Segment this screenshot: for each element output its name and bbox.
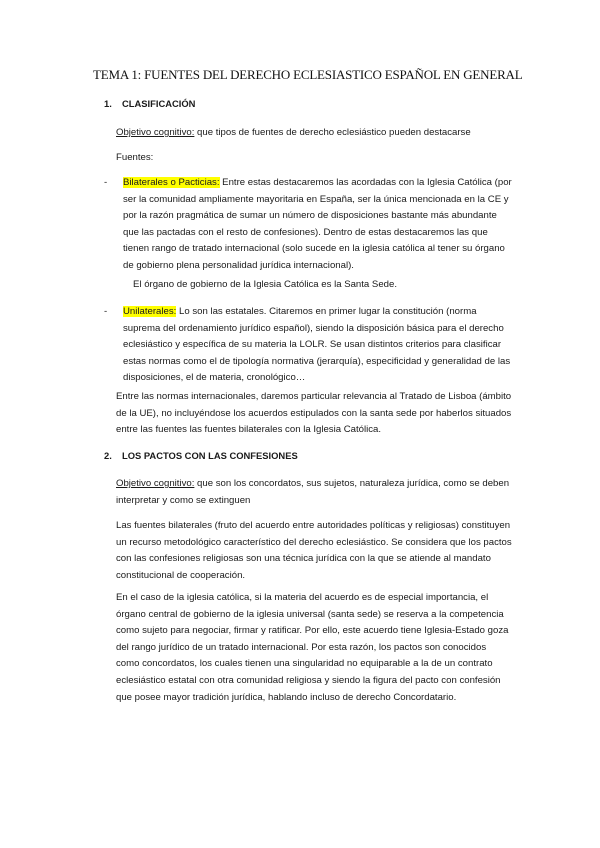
- section-2-objective: [116, 476, 512, 509]
- objective-text: que son los concordatos, sus sujetos, naturaleza jurídica, como se deben interpretar y como se extinguen: [116, 478, 510, 506]
- section-2-title: LOS PACTOS CON LAS CONFESIONES: [122, 450, 298, 461]
- bullet-unilaterales-text: Lo son las estatales. Citaremos en primer lugar la constitución (norma suprema del ordenamiento jurídico español), siendo la disposición básica para el derecho eclesiástico y específica de su materia la LOLR. Se usan distintos criterios para clasificar estas normas como el de tipología normativa (jerarquía), especificidad y generalidad de las disposiciones, el de materia, cronológico…: [123, 306, 511, 384]
- bullet-bilaterales-text: Entre estas destacaremos las acordadas con la Iglesia Católica (por ser la comunidad ampliamente mayoritaria en España, ser la única mencionada en la CE y por la razón pragmática de sumar un número de disposiciones bastante más abundante que las pactadas con el resto de confesiones). Dentro de estas destacaremos las que tienen rango de tratado internacional (solo sucede en la iglesia católica al tener su órgano de gobierno plena personalidad jurídica internacional).: [123, 177, 512, 271]
- section-1-heading: [104, 97, 195, 111]
- section-1-objective: [116, 125, 508, 142]
- bullet-unilaterales: [123, 304, 515, 387]
- objective-label: Objetivo cognitivo:: [116, 127, 195, 138]
- section-2-paragraph-1: Las fuentes bilaterales (fruto del acuerdo entre autoridades políticas y religiosas) constituyen un recurso metodológico característico del derecho eclesiástico. Se considera que los pactos con las confesiones religiosas son una técnica jurídica con la que se atiende al mandato constitucional de cooperación.: [116, 520, 512, 581]
- section-2-number: 2.: [104, 450, 112, 461]
- section-2-heading: [104, 449, 298, 463]
- section-1-closing: Entre las normas internacionales, daremos particular relevancia al Tratado de Lisboa (ámbito de la UE), no incluyéndose los acuerdos estipulados con la santa sede por haberlos situados entre las fuentes las fuentes bilaterales con la Iglesia Católica.: [116, 391, 512, 436]
- document-title: TEMA 1: FUENTES DEL DERECHO ECLESIASTICO ESPAÑOL EN GENERAL: [93, 67, 523, 82]
- highlight-bilaterales: Bilaterales o Pacticias:: [123, 177, 220, 188]
- bullet-dash: -: [104, 177, 108, 188]
- objective-text: que tipos de fuentes de derecho eclesiástico pueden destacarse: [194, 127, 471, 138]
- bullet-bilaterales: [123, 175, 515, 275]
- bullet-dash: -: [104, 306, 108, 317]
- bullet-bilaterales-note: El órgano de gobierno de la Iglesia Católica es la Santa Sede.: [133, 279, 398, 290]
- highlight-unilaterales: Unilaterales:: [123, 306, 177, 317]
- section-1-title: CLASIFICACIÓN: [122, 98, 196, 109]
- section-2-paragraph-2: En el caso de la iglesia católica, si la materia del acuerdo es de especial importancia, el órgano central de gobierno de la iglesia universal (santa sede) se reserva a la competencia como sujeto para negociar, firmar y ratificar. Por ello, este acuerdo tiene Iglesia-Estado goza del rango jurídico de un tratado internacional. Por esta razón, los pactos son conocidos como concordatos, los cuales tienen una singularidad no equiparable a la de un contrato eclesiástico estatal con otra comunidad religiosa y siendo la figura del pacto con confesión que posee mayor tradición jurídica, hablando incluso de derecho Concordatario.: [116, 592, 509, 703]
- sources-label: Fuentes:: [116, 152, 154, 163]
- section-1-number: 1.: [104, 98, 112, 109]
- objective-label: Objetivo cognitivo:: [116, 478, 195, 489]
